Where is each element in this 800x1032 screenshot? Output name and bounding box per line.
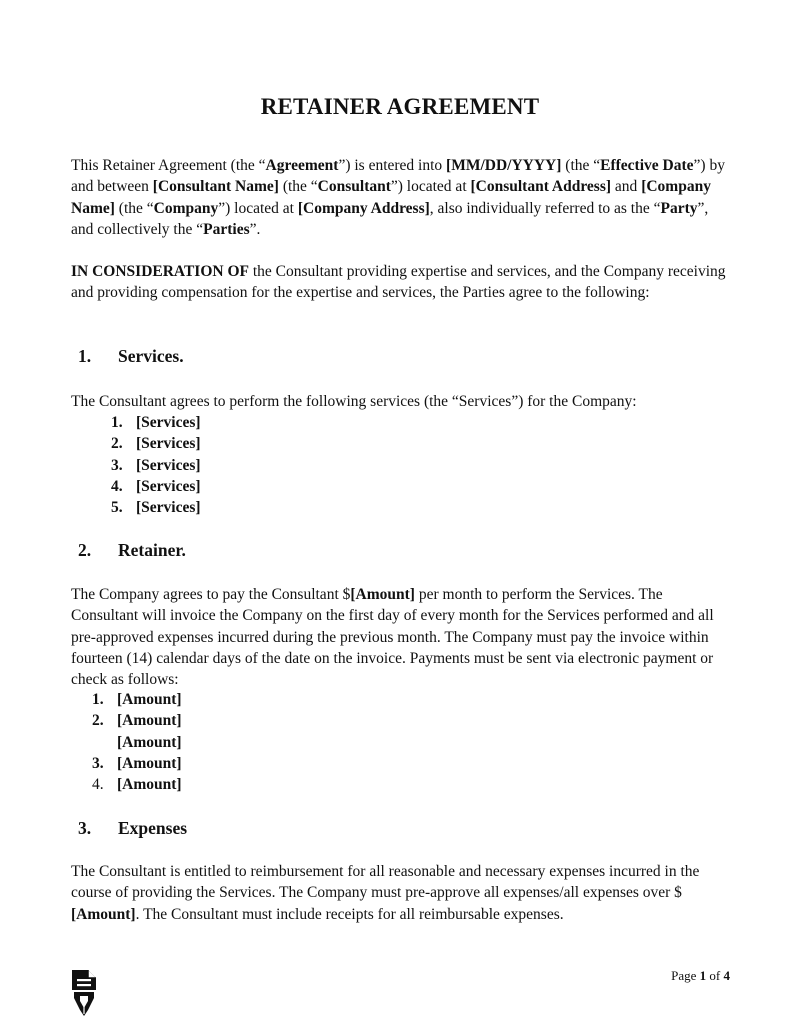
list-item <box>111 412 201 433</box>
bold-text-run: [Company Name] <box>71 178 711 217</box>
text-run: The Company agrees to pay the Consultant $ <box>71 586 351 603</box>
text-run: ”) by and between <box>71 157 725 196</box>
section-number: 3. <box>78 818 92 838</box>
bold-text-run: [Amount] <box>350 586 415 603</box>
list-item-text: [Services] <box>136 414 201 431</box>
text-run: ”. <box>249 220 261 238</box>
bold-text-run: Parties <box>203 220 250 238</box>
list-item <box>111 455 201 476</box>
text-run: and <box>611 178 642 196</box>
bold-text-run: Party <box>660 199 698 217</box>
text-run: The Consultant agrees to perform the following services (the “Services”) for the Company: <box>71 393 637 410</box>
text-run: per month to perform the Services. The Consultant will invoice the Company on the first day of every month for the Services performed and all pre-approved expenses incurred during the previous month. The Company must pay the invoice within fourteen (14) calendar days of the date on the invoice. Payments must be sent via electronic payment or check as follows: <box>71 586 714 689</box>
list-item-text: [Amount] <box>117 712 182 730</box>
list-item-number: 4. <box>111 477 123 495</box>
consideration-paragraph <box>71 261 733 304</box>
text-run: ”) located at <box>390 178 471 196</box>
list-item <box>111 476 201 497</box>
list-item <box>111 497 201 518</box>
text-run: the Consultant providing expertise and services, and the Company receiving and providing compensation for the expertise and services, the Parties agree to the following: <box>71 263 726 302</box>
section-heading-services <box>78 346 184 367</box>
list-item-number: 1. <box>92 691 104 708</box>
text-run: . The Consultant must include receipts for all reimbursable expenses. <box>135 905 564 923</box>
text-run: The Consultant is entitled to reimbursement for all reasonable and necessary expenses incurred in the course of providing the Services. The Company must pre-approve all expenses/all expenses over $ <box>71 863 700 902</box>
list-item-number <box>92 732 117 753</box>
bold-text-run: [Amount] <box>71 905 136 923</box>
text-run: ”) located at <box>218 199 298 217</box>
text-run: This Retainer Agreement (the “ <box>71 157 266 174</box>
list-item-text: [Services] <box>136 456 201 474</box>
section-title: Services. <box>118 346 184 366</box>
page-current: 1 <box>699 968 707 983</box>
page-of: of <box>709 968 721 983</box>
bold-text-run: [Consultant Name] <box>152 178 279 196</box>
section-heading-retainer <box>78 540 186 561</box>
document-title: RETAINER AGREEMENT <box>260 94 540 119</box>
bold-text-run: Consultant <box>317 178 391 196</box>
bold-text-run: [Consultant Address] <box>470 178 612 196</box>
section-number: 2. <box>78 540 92 560</box>
amounts-list <box>92 689 182 795</box>
bold-text-run: Effective Date <box>600 157 694 174</box>
text-run: (the “ <box>114 199 154 217</box>
list-item-text: [Amount] <box>117 754 182 772</box>
retainer-paragraph <box>71 584 733 690</box>
intro-paragraph <box>71 155 733 240</box>
list-item-text: [Services] <box>136 499 201 517</box>
text-run: , also individually referred to as the “ <box>429 199 661 217</box>
list-item-number: 2. <box>111 435 123 453</box>
list-item-number: 2. <box>92 712 104 730</box>
document-pen-logo-icon <box>68 968 100 1018</box>
bold-text-run: Agreement <box>265 157 339 174</box>
section-number: 1. <box>78 346 92 366</box>
text-run: ”) is entered into <box>338 157 447 174</box>
text-run: ”, and collectively the “ <box>71 199 709 238</box>
section-title: Expenses <box>118 818 188 838</box>
text-run: (the “ <box>278 178 318 196</box>
list-item <box>92 774 182 795</box>
list-item <box>111 433 201 454</box>
page-label: Page <box>671 968 697 983</box>
list-item-number: 3. <box>92 754 104 772</box>
page-number <box>671 968 730 984</box>
list-item-number: 5. <box>111 499 123 517</box>
text-run: (the “ <box>561 157 601 174</box>
bold-text-run: IN CONSIDERATION OF <box>71 263 249 280</box>
list-item-text: [Services] <box>136 477 201 495</box>
list-item-text: [Amount] <box>117 733 182 751</box>
bold-text-run: Company <box>153 199 219 217</box>
list-item-text: [Amount] <box>117 691 182 708</box>
list-item <box>92 732 182 753</box>
list-item <box>92 689 182 710</box>
services-paragraph <box>71 391 733 412</box>
section-heading-expenses <box>78 818 187 839</box>
list-item-number: 1. <box>111 414 123 431</box>
bold-text-run: [MM/DD/YYYY] <box>446 157 562 174</box>
section-title: Retainer. <box>118 540 186 560</box>
expenses-paragraph <box>71 861 733 925</box>
list-item-number: 3. <box>111 456 123 474</box>
bold-text-run: [Company Address] <box>297 199 430 217</box>
list-item-number: 4. <box>92 776 104 794</box>
list-item <box>92 753 182 774</box>
page-total: 4 <box>723 968 730 983</box>
list-item-text: [Services] <box>136 435 201 453</box>
list-item-text: [Amount] <box>117 776 182 794</box>
list-item <box>92 710 182 731</box>
services-list <box>111 412 201 518</box>
